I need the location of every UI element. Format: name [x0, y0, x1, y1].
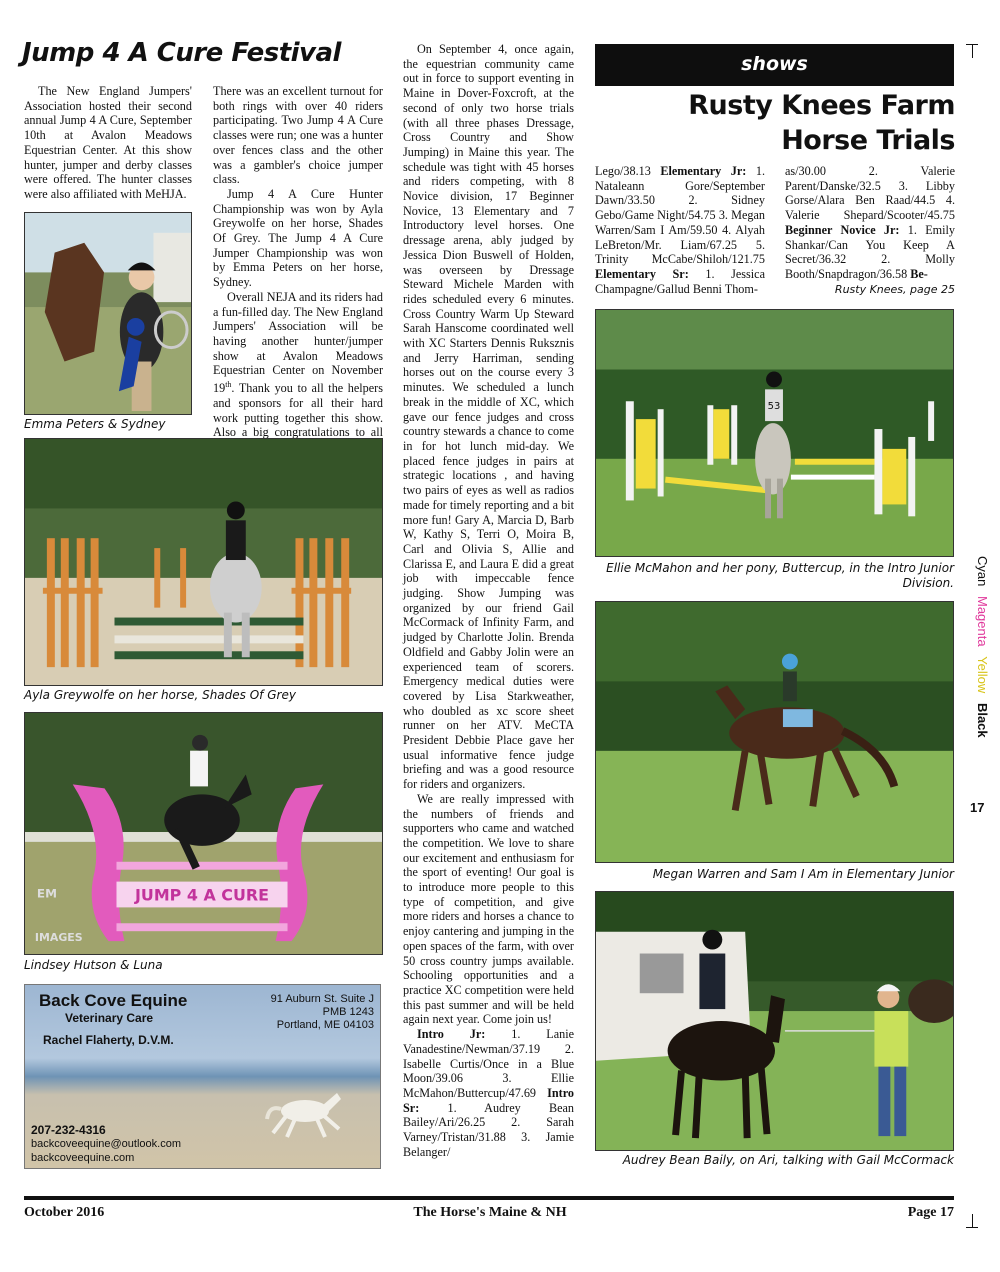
- ad-website: backcoveequine.com: [31, 1152, 135, 1164]
- ad-address-line: 91 Auburn St. Suite J: [270, 993, 374, 1005]
- left-paragraph: The New England Jumpers' Association hosted their second annual Jump 4 A Cure, September 10th at Avalon Meadows Equestrian Center. At this show hunter, jumper and derby classes were offered. The hunter classes were also affiliated with MeHJA.: [24, 84, 192, 201]
- caption-megan-warren: Megan Warren and Sam I Am in Elementary Junior: [652, 867, 954, 881]
- caption-emma-peters: Emma Peters & Sydney: [24, 417, 166, 431]
- margin-page-number: 17: [970, 800, 985, 815]
- rider-bib-number: 53: [767, 401, 781, 413]
- left-paragraph: Overall NEJA and its riders had a fun-filled day. The New England Jumpers' Association will be having another hunter/jumper show at Avalon Meadows Equestrian Center on November 19th. Thank you to all the helpers and sponsors for all their hard work putting together this show. Also a big congratulations to all: [213, 289, 383, 440]
- ad-subtitle: Veterinary Care: [65, 1011, 154, 1025]
- right-results: as/30.00 2. Valerie Parent/Danske/32.5 3. Libby Gorse/Alara Ben Raad/44.5 4. Valerie Shepard/Scooter/45.75 Beginner Novice Jr: 1. Emily Shankar/Can You Keep A Secret/36.32 2. Molly Booth/Snapdragon/36.58 Be-: [785, 164, 955, 281]
- middle-col-text: [403, 42, 574, 1159]
- color-yellow: Yellow: [975, 656, 990, 694]
- color-magenta: Magenta: [975, 595, 990, 647]
- right-col-a-text: [595, 164, 765, 296]
- ad-address: [271, 993, 374, 1032]
- middle-paragraph: On September 4, once again, the equestrian community came out in force to support eventing in Maine in Dover-Foxcroft, at the second of only two horse trials (with all three phases Dressage, Cross Country and Show Jumping) in Maine this year. The schedule was tight with 45 horses and riders competing, with 8 Novice division, 17 Beginner Novice, 13 Elementary and 7 Introductory level horses. One dressage arena, ably judged by Jessica Dion Buswell of Holden, was overseen by Dressage Steward Michele Marden with rides scheduled every 6 minutes. Cross Country Warm Up Steward Sarah Hanscome coordinated well with XC Starters Dennis Ruksznis and Jerry Harriman, sending horses out on the course every 3 minutes. We scheduled a lunch break in the middle of XC, which gave our fence judges and cross country stewards a chance to come in for hot lunch mid-day. We placed fence judges in pairs at strategic locations , and having two pairs of eyes as well as radios made for timely reporting and a bit more fun! Gary A, Marcia D, Barb W, Kathy S, Terri O, Moira B, Carl and Olivia S, Allie and Clarissa E, and Laura E did a great job with impeccable fence judging. Show Jumping was organized by our friend Gail McCormack of Infinity Farm, and judged by Charlotte Jolin. Brenda Oldfield and Gabby Jolin were an experienced team of scorers. Emergency medical duties were covered by Lisa Starkweather, who doubled as xc score sheet runner on her ATV. MeCTA President Debbie Place gave her usual informative fence judge briefing and was a good resource for riders and organizers.: [403, 42, 574, 792]
- caption-audrey-bean-baily: Audrey Bean Baily, on Ari, talking with Gail McCormack: [622, 1153, 954, 1167]
- jump4acure-banner: JUMP 4 A CURE: [135, 885, 269, 905]
- crop-mark-top: [966, 44, 978, 58]
- ad-address-line: Portland, ME 04103: [276, 1019, 374, 1031]
- galloping-horse-icon: [265, 1085, 345, 1140]
- color-black: Black: [975, 702, 990, 738]
- footer-page: Page 17: [907, 1205, 954, 1220]
- ad-email: backcoveequine@outlook.com: [31, 1138, 181, 1150]
- footer-publication: The Horse's Maine & NH: [413, 1205, 567, 1220]
- photo-emma-peters: [24, 212, 192, 415]
- left-paragraph: Jump 4 A Cure Hunter Championship was won by Ayla Greywolfe on her horse, Shades Of Grey. The Jump 4 A Cure Jumper Championship was won by Emma Peters on her horse, Sydney.: [213, 186, 383, 290]
- photo-ayla-greywolfe: [24, 438, 383, 686]
- ad-name: Back Cove Equine: [39, 991, 188, 1010]
- middle-paragraph: We are really impressed with the numbers of friends and supporters who came and watched the competition. We love to share our excitement and enthusiasm for the sport of eventing! Our goal is to introduce more people to this type of competition, and give more riders and horses a chance to enjoy cantering and jumping in the open spaces of the farm, with over 50 cross country jumps available. Schooling opportunities and a practice XC competition were held this past summer and will be held again next year. Come join us!: [403, 791, 574, 1027]
- photo-audrey-bean-baily: [595, 891, 954, 1151]
- color-registration-bar: [974, 556, 990, 736]
- right-title-line: Rusty Knees Farm: [688, 90, 955, 121]
- crop-mark-bottom: [966, 1214, 978, 1228]
- middle-results: Intro Jr: 1. Lanie Vanadestine/Newman/37.19 2. Isabelle Curtis/Once in a Blue Moon/39.06 3. Ellie McMahon/Buttercup/47.69 Intro Sr: 1. Audrey Bean Bailey/Ari/26.25 2. Sarah Varney/Tristan/31.88 3. Jamie Belanger/: [403, 1027, 574, 1159]
- caption-lindsey-hutson: Lindsey Hutson & Luna: [24, 958, 163, 972]
- watermark-images: IMAGES: [34, 931, 83, 945]
- footer-date: October 2016: [24, 1205, 105, 1220]
- left-article-title: Jump 4 A Cure Festival: [22, 38, 341, 68]
- right-results: Lego/38.13 Elementary Jr: 1. Nataleann Gore/September Dawn/33.50 2. Sidney Gebo/Game Night/54.75 3. Megan Warren/Sam I Am/59.50 4. Alyah LeBreton/Mr. Liam/67.25 5. Trinity McCabe/Shiloh/121.75 Elementary Sr: 1. Jessica Champagne/Gallud Benni Thom-: [595, 164, 766, 296]
- caption-ellie-mcmahon: Ellie McMahon and her pony, Buttercup, in the Intro Junior Division.: [606, 561, 954, 590]
- photo-megan-warren: [595, 601, 954, 863]
- color-cyan: Cyan: [975, 556, 990, 587]
- continued-reference: Rusty Knees, page 25: [834, 283, 955, 296]
- footer-rule: [24, 1196, 954, 1200]
- ad-back-cove-equine: [24, 984, 381, 1169]
- watermark-em: EM: [36, 886, 57, 901]
- right-article-title: [595, 88, 955, 158]
- right-title-line: Horse Trials: [781, 125, 955, 156]
- photo-lindsey-hutson: [24, 712, 383, 955]
- right-col-b-text: [785, 164, 955, 282]
- caption-ayla-greywolfe: Ayla Greywolfe on her horse, Shades Of Grey: [24, 688, 296, 702]
- left-col2-text: [213, 84, 383, 455]
- ad-phone: 207-232-4316: [31, 1123, 106, 1137]
- ad-doctor: Rachel Flaherty, D.V.M.: [43, 1033, 174, 1047]
- section-header-bar: [595, 44, 954, 86]
- photo-ellie-mcmahon: [595, 309, 954, 557]
- left-col1-text: [24, 84, 192, 202]
- left-paragraph: There was an excellent turnout for both rings with over 40 riders participating. Two Jump 4 A Cure classes were run; one was a hunter over fences class and the other was a gambler's choice jumper class.: [213, 84, 383, 187]
- section-header-label: shows: [741, 53, 808, 75]
- ad-address-line: PMB 1243: [322, 1006, 374, 1018]
